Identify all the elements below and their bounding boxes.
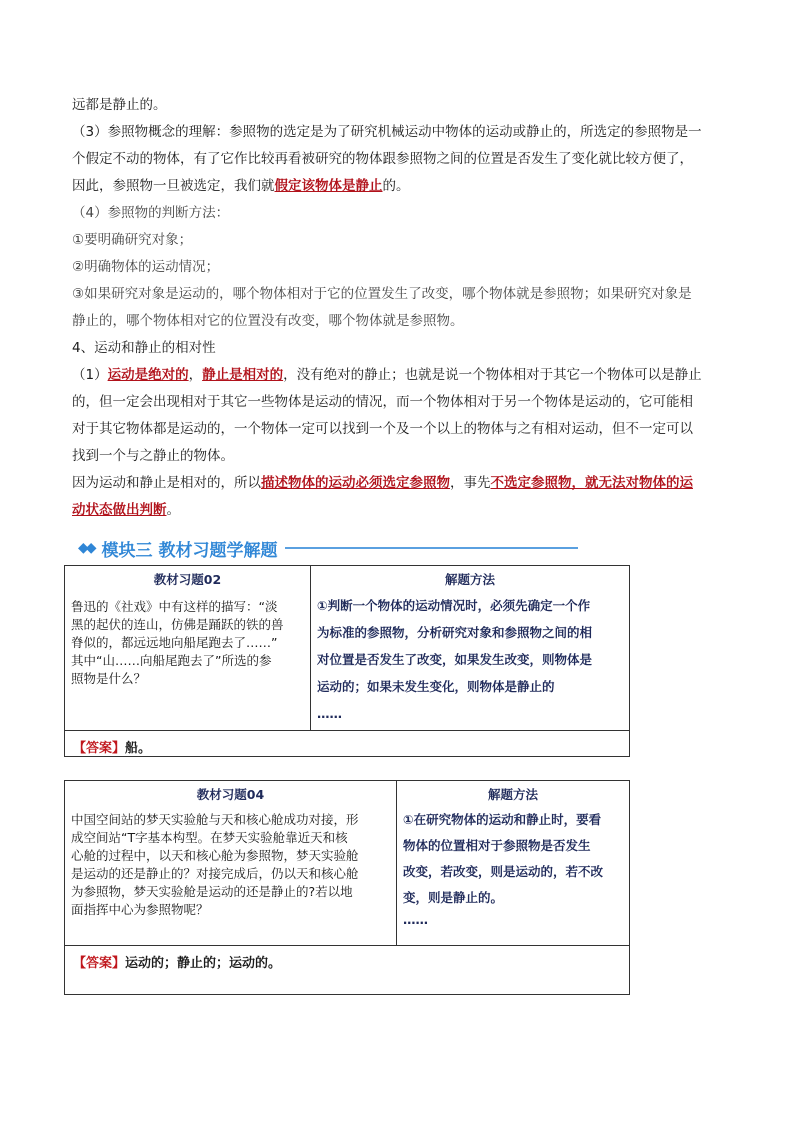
exercise-row bbox=[65, 781, 629, 945]
paragraph-continuation bbox=[72, 92, 722, 119]
text-line: 因为运动和静止是相对的，所以描述物体的运动必须选定参照物，事先不选定参照物，就无法对物体的运 bbox=[72, 475, 693, 491]
highlight-text: 不选定参照物，就无法对物体的运 bbox=[490, 475, 693, 491]
answer-text: 运动的；静止的；运动的。 bbox=[125, 956, 282, 971]
highlight-text: 描述物体的运动必须选定参照物 bbox=[261, 475, 450, 491]
text-line: （4）参照物的判断方法： bbox=[72, 205, 230, 221]
exercise-header: 教材习题02 bbox=[153, 572, 222, 587]
paragraph-judgement-method bbox=[72, 200, 722, 335]
method-cell bbox=[397, 781, 629, 945]
exercise-table-02 bbox=[64, 565, 630, 757]
answer-row bbox=[65, 945, 629, 994]
text-line: 远都是静止的。 bbox=[72, 97, 167, 113]
section-divider bbox=[285, 547, 578, 549]
text-line: 静止的，哪个物体相对它的位置没有改变，哪个物体就是参照物。 bbox=[72, 313, 464, 329]
highlight-text: 运动是绝对的 bbox=[107, 367, 189, 383]
answer-text: 船。 bbox=[125, 741, 152, 756]
text-line: ③如果研究对象是运动的，哪个物体相对于它的位置发生了改变，哪个物体就是参照物；如果研究对象是 bbox=[72, 286, 692, 302]
question-cell bbox=[65, 566, 311, 730]
text-line: 个假定不动的物体，有了它作比较再看被研究的物体跟参照物之间的位置是否发生了变化就比较方便了， bbox=[72, 151, 693, 167]
text-line: 的，但一定会出现相对于其它一些物体是运动的情况，而一个物体相对于另一个物体是运动的，它可能相 bbox=[72, 394, 693, 410]
section-title: 模块三 教材习题学解题 bbox=[101, 540, 278, 561]
answer-tag: 【答案】 bbox=[73, 956, 126, 971]
module-section-header bbox=[78, 536, 578, 560]
text-line: 对于其它物体都是运动的，一个物体一定可以找到一个及一个以上的物体与之有相对运动，但不一定可以 bbox=[72, 421, 693, 437]
question-text: 中国空间站的梦天实验舱与天和核心舱成功对接，形 成空间站“T字基本构型。在梦天实验舱靠近天和核 心舱的过程中，以天和核心舱为参照物，梦天实验舱 是运动的还是静止的？对接完成后，仍以天和核心舱 为参照物，梦天实验舱是运动的还是静止的?若以地 面指挥中心为参照物呢？ bbox=[71, 812, 359, 917]
text-line: （1）运动是绝对的，静止是相对的，没有绝对的静止；也就是说一个物体相对于其它一个物体可以是静止 bbox=[72, 367, 702, 383]
answer-row bbox=[65, 730, 629, 762]
question-cell bbox=[65, 781, 397, 945]
text-line: 找到一个与之静止的物体。 bbox=[72, 448, 234, 464]
method-header: 解题方法 bbox=[444, 572, 495, 587]
method-cell bbox=[311, 566, 629, 730]
method-header: 解题方法 bbox=[487, 787, 538, 802]
highlight-text: 静止是相对的 bbox=[202, 367, 284, 383]
section-heading: 4、运动和静止的相对性 bbox=[72, 340, 216, 356]
highlight-text: 动状态做出判断 bbox=[72, 502, 167, 518]
text-line: 因此，参照物一旦被选定，我们就假定该物体是静止的。 bbox=[72, 178, 410, 194]
exercise-row bbox=[65, 566, 629, 730]
method-text: ①在研究物体的运动和静止时，要看 物体的位置相对于参照物是否发生 改变，若改变，则是运动的，若不改 变，则是静止的。 …… bbox=[403, 812, 604, 927]
text-line: ②明确物体的运动情况； bbox=[72, 259, 220, 275]
paragraph-relativity bbox=[72, 335, 722, 524]
diamond-icon: ◆◆ bbox=[78, 540, 94, 556]
exercise-table-04 bbox=[64, 780, 630, 995]
method-text: ①判断一个物体的运动情况时，必须先确定一个作 为标准的参照物，分析研究对象和参照物之间的相 对位置是否发生了改变，如果发生改变，则物体是 运动的；如果未发生变化，则物体是静止的 …… bbox=[317, 598, 593, 721]
paragraph-reference-concept bbox=[72, 119, 722, 200]
text-line: ①要明确研究对象； bbox=[72, 232, 193, 248]
answer-tag: 【答案】 bbox=[73, 741, 126, 756]
highlight-text: 假定该物体是静止 bbox=[274, 178, 383, 194]
text-line: 动状态做出判断。 bbox=[72, 502, 180, 518]
text-line: （3）参照物概念的理解：参照物的选定是为了研究机械运动中物体的运动或静止的，所选定的参照物是一 bbox=[72, 124, 702, 140]
question-text: 鲁迅的《社戏》中有这样的描写：“淡 黑的起伏的连山，仿佛是踊跃的铁的兽 脊似的，都远远地向船尾跑去了……” 其中“山……向船尾跑去了”所选的参 照物是什么？ bbox=[71, 599, 284, 686]
exercise-header: 教材习题04 bbox=[196, 787, 265, 802]
